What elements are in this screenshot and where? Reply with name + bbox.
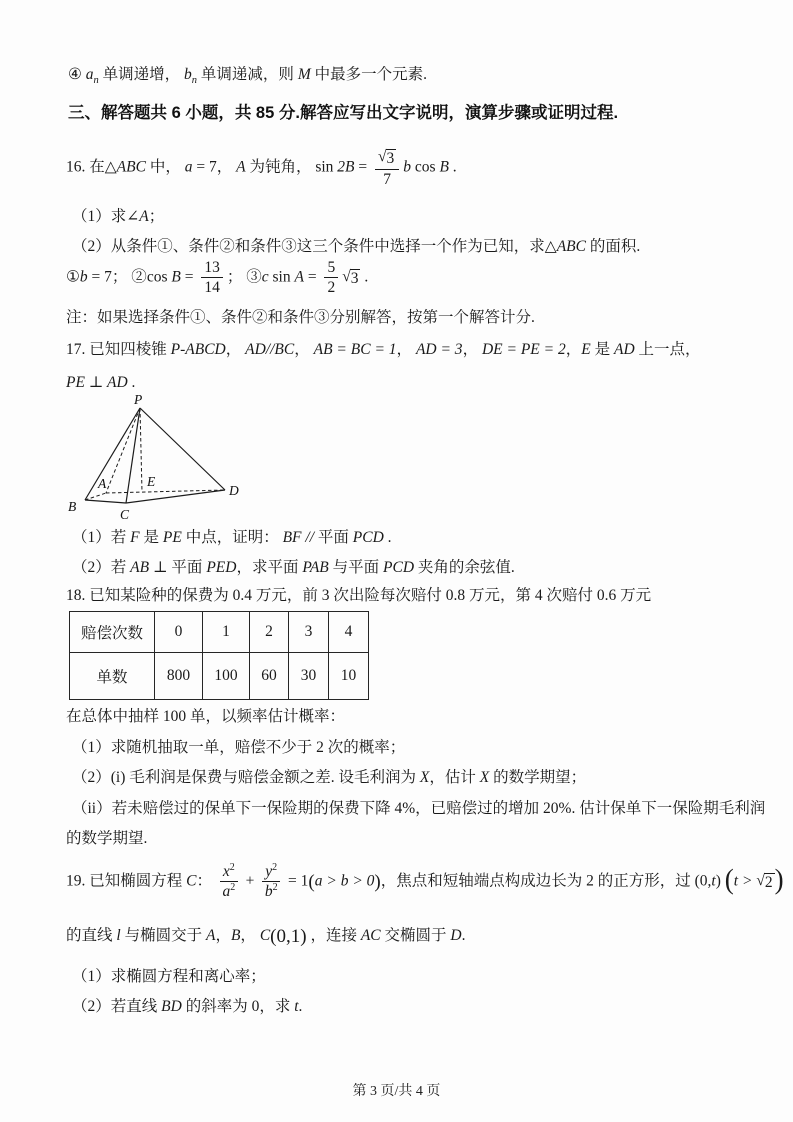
table-row [70,612,369,653]
problem18-part1 [72,737,405,758]
math-run: A [236,158,246,176]
text-run: 与椭圆交于 [120,927,206,944]
problem-number: 19. [66,872,90,890]
radical-sign: √ [756,872,765,890]
table-cell: 60 [250,653,289,700]
math-run: A [294,268,304,286]
problem16-stem [66,148,457,188]
text-run: ，连接 [306,927,361,944]
note-text: 注：如果选择条件①、条件②和条件③分别解答，按第一个解答计分. [66,309,535,326]
table-cell: 30 [289,653,329,700]
part-marker: （1） [72,208,111,225]
math-run: = 1 [284,872,309,890]
var-a: a [85,66,94,83]
text-run: . [448,158,457,176]
claims-table [69,611,369,700]
page-number: 第 3 页/共 4 页 [352,1084,441,1099]
text-run: 毛利润是保费与赔偿金额之差. 设毛利润为 [129,769,420,786]
func-name: cos [146,268,172,286]
text-run: 若 [110,529,131,546]
text-run: 若直线 [110,998,162,1015]
math-run: C [186,872,197,890]
math-run: A [139,208,149,225]
parallel-symbol: // [301,529,318,546]
math-run: = 7， [192,158,237,176]
table-row [70,653,369,700]
math-run: t > [733,872,757,890]
text-run: ， [396,341,416,358]
text-run: . [127,374,136,391]
circled-4-marker: ④ [68,66,86,83]
close-paren-tall: ) [774,863,784,896]
text-run: 若 [110,559,131,576]
fraction-numerator [262,863,280,882]
problem16-part2 [72,236,640,257]
point-coords: (0,1) [270,926,307,947]
problem19-stem-line2 [66,925,465,947]
text-run: 中， [145,158,185,176]
text-run: 已知某险种的保费为 0.4 万元，前 3 次出险每次赔付 0.8 万元，第 4 次赔付 0.6 万元 [89,587,652,604]
text-run: ，焦点和短轴端点构成边长为 2 的正方形，过 [380,872,695,890]
exponent: 2 [272,861,278,873]
radicand: 3 [386,150,395,167]
close-paren: ) [374,871,381,893]
text-run: 求随机抽取一单，赔偿不少于 2 次的概率； [110,739,406,756]
problem18-stem [66,585,651,606]
math-run: ABC [116,158,146,176]
fraction-denominator: 2 [327,279,336,297]
func-name: cos [411,158,440,176]
text-run: ： [196,872,216,890]
edge-PA [106,408,140,493]
text-run: 平面 [317,529,353,546]
text-run: ； [111,268,132,286]
fraction [375,148,399,188]
text-run: ， [225,341,246,358]
radical-sign: √ [378,148,387,165]
table-cell: 2 [250,612,289,653]
text-run: 的面积. [585,238,641,255]
math-run: AD = 3 [415,341,463,358]
math-run: t [711,872,716,890]
table-header-cell: 赔偿次数 [70,612,155,653]
fraction [324,259,338,297]
text-run: 的斜率为 0，求 [181,998,295,1015]
part-marker: （1） [72,529,111,546]
fraction-denominator: 7 [383,170,392,188]
problem16-part1 [72,206,164,227]
text-run: . [383,529,392,546]
table-cell: 1 [203,612,250,653]
math-run: b [264,883,273,901]
math-run: x [222,863,230,880]
text-run: 求椭圆方程和离心率； [110,968,266,985]
text-run: 交椭圆于 [380,927,451,944]
fraction-numerator [220,863,238,882]
problem18-part2ii-line2 [66,828,147,849]
text-run: . [298,998,303,1015]
table-header-cell: 单数 [70,653,155,700]
text-run: 与平面 [328,559,384,576]
text-run: ，估计 [429,769,480,786]
fraction-numerator: 5 [324,259,338,278]
pyramid-figure [62,392,257,524]
circled-1-marker: ① [66,268,80,286]
fraction-numerator [375,148,399,170]
radical [756,873,774,892]
fraction-denominator [222,882,235,900]
math-run: DE = PE = 2 [481,341,566,358]
math-run: = [303,268,321,286]
text-run: ； [226,268,247,286]
math-run: = [180,268,198,286]
radical [378,149,396,168]
part-marker: （ii） [72,800,112,817]
func-name: sin [315,158,338,176]
text-run: 为钝角， [245,158,316,176]
radical-sign: √ [342,268,351,286]
text-run: 是 [139,529,163,546]
math-run: PAB [302,559,329,576]
radicand: 3 [350,270,359,288]
problem-number: 18. [66,587,90,604]
math-run: b [403,158,412,176]
problem19-part2 [72,996,302,1017]
math-run: b [79,268,88,286]
section-title: 三、解答题共 6 小题，共 85 分.解答应写出文字说明，演算步骤或证明过程. [68,104,619,122]
text-run: 平面 [171,559,207,576]
func-name: sin [268,268,295,286]
math-run: ABC [556,238,586,255]
vertex-label-P: P [134,392,143,407]
math-run: F [130,529,140,546]
problem17-stem-line2 [66,372,135,393]
vertex-label-C: C [120,507,130,522]
exponent: 2 [230,882,236,894]
circled-2-marker: ② [131,268,147,286]
part-marker: （1） [72,968,111,985]
circled-3-marker: ③ [246,268,262,286]
math-run: PE [162,529,182,546]
edge-PE [140,408,142,492]
problem18-part2ii [72,798,765,819]
part-marker: （2）(i) [72,769,130,786]
fraction [262,863,280,901]
text-run: 已知四棱锥 [89,341,171,358]
radicand: 2 [764,874,773,892]
math-run: BD [161,998,182,1015]
part-marker: （1） [72,739,111,756]
text-run: 中点，证明： [181,529,283,546]
open-paren: ( [308,871,315,893]
part-marker: （2） [72,238,111,255]
math-run: a [222,883,231,901]
text-run: ， [462,341,482,358]
math-run: ) [715,872,721,890]
problem18-sampling-line [66,706,345,727]
fraction-numerator: 13 [201,259,223,278]
math-run: B [171,268,181,286]
math-run: C [259,927,271,944]
edge-BC [85,500,126,503]
text-run: . [461,927,466,944]
vertex-label-A: A [98,476,107,491]
text-run: ，求平面 [236,559,303,576]
math-run: P-ABCD [170,341,226,358]
var-b: b [184,66,192,83]
problem17-part2 [72,557,515,578]
table-cell: 4 [329,612,369,653]
vertex-label-D: D [229,483,239,498]
problem16-conditions [66,259,368,297]
math-run: = 7 [87,268,112,286]
table-cell: 3 [289,612,329,653]
math-run: y [265,863,273,880]
edge-CD [126,490,225,503]
math-run: AB = BC = 1 [313,341,397,358]
sub-n: n [93,75,99,87]
open-paren-tall: ( [724,863,734,896]
problem17-stem [66,339,701,360]
math-run: t [294,998,299,1015]
edge-PC [126,408,140,503]
text-run: ， [240,927,260,944]
fraction [220,863,238,901]
problem17-part1 [72,527,392,548]
section-heading [68,103,618,124]
text-run: 单调递增， [98,66,185,83]
problem19-stem [66,863,784,901]
problem-number: 16. [66,158,90,176]
problem19-part1 [72,966,266,987]
math-run: a > b > 0 [314,872,375,890]
math-run: PCD [383,559,415,576]
math-run: PE ⊥ AD [66,374,128,391]
math-run: l [116,927,121,944]
text-run: . [360,268,369,286]
text-run: ； [148,208,165,225]
sub-n: n [191,75,198,87]
vertex-label-E: E [147,474,156,489]
math-run: PCD [352,529,384,546]
exponent: 2 [272,882,278,894]
math-run: AB [130,559,150,576]
text-run: 的数学期望； [489,769,587,786]
math-run: B [230,927,241,944]
math-run: a [184,158,193,176]
math-run: (0, [694,872,712,890]
fraction-denominator: 14 [204,279,220,297]
text-run: 的直线 [66,927,117,944]
perpendicular-symbol: ⊥ [149,559,172,576]
math-run: D [450,927,462,944]
text-run: 求∠ [110,208,140,225]
text-run: 是 [590,341,614,358]
problem-number: 17. [66,341,90,358]
text-run: 夹角的余弦值. [414,559,515,576]
var-X: X [419,769,430,786]
text-run: 在△ [89,158,117,176]
math-run: AD//BC [245,341,295,358]
text-run: ， [294,341,314,358]
text-run: 在总体中抽样 100 单，以频率估计概率： [66,708,346,725]
fraction-denominator [265,882,278,900]
var-M: M [297,66,311,83]
text-run: ， [565,341,582,358]
text-run: 从条件①、条件②和条件③这三个条件中选择一个作为已知，求△ [110,238,557,255]
problem18-part2i [72,767,586,788]
text-run: 的数学期望. [66,830,148,847]
math-run: B [439,158,449,176]
math-run: AC [360,927,381,944]
text-run: 上一点， [634,341,701,358]
math-run: E [581,341,591,358]
math-run: = [354,158,372,176]
text-run: 单调递减，则 [197,66,298,83]
table-cell: 10 [329,653,369,700]
text-run: 若未赔偿过的保单下一保险期的保费下降 4%，已赔偿过的增加 20%. 估计保单下一保险期毛利润 [111,800,766,817]
edge-PB [85,408,140,500]
var-X: X [479,769,490,786]
part-marker: （2） [72,559,111,576]
math-run: A [205,927,216,944]
text-run: ， [215,927,231,944]
radical [342,269,360,288]
text-run: 中最多一个元素. [310,66,427,83]
vertex-label-B: B [68,499,77,514]
problem16-note [66,307,535,328]
text-run: 已知椭圆方程 [89,872,187,890]
page-footer [0,1081,793,1102]
table-cell: 100 [203,653,250,700]
exponent: 2 [229,861,235,873]
math-run: + [241,872,259,890]
math-run: BF [282,529,302,546]
fraction [201,259,223,297]
math-run: 2B [337,158,355,176]
math-run: PED [206,559,237,576]
math-run: c [261,268,269,286]
table-cell: 800 [155,653,203,700]
part-marker: （2） [72,998,111,1015]
item4-line [68,64,427,85]
math-run: AD [613,341,635,358]
table-cell: 0 [155,612,203,653]
